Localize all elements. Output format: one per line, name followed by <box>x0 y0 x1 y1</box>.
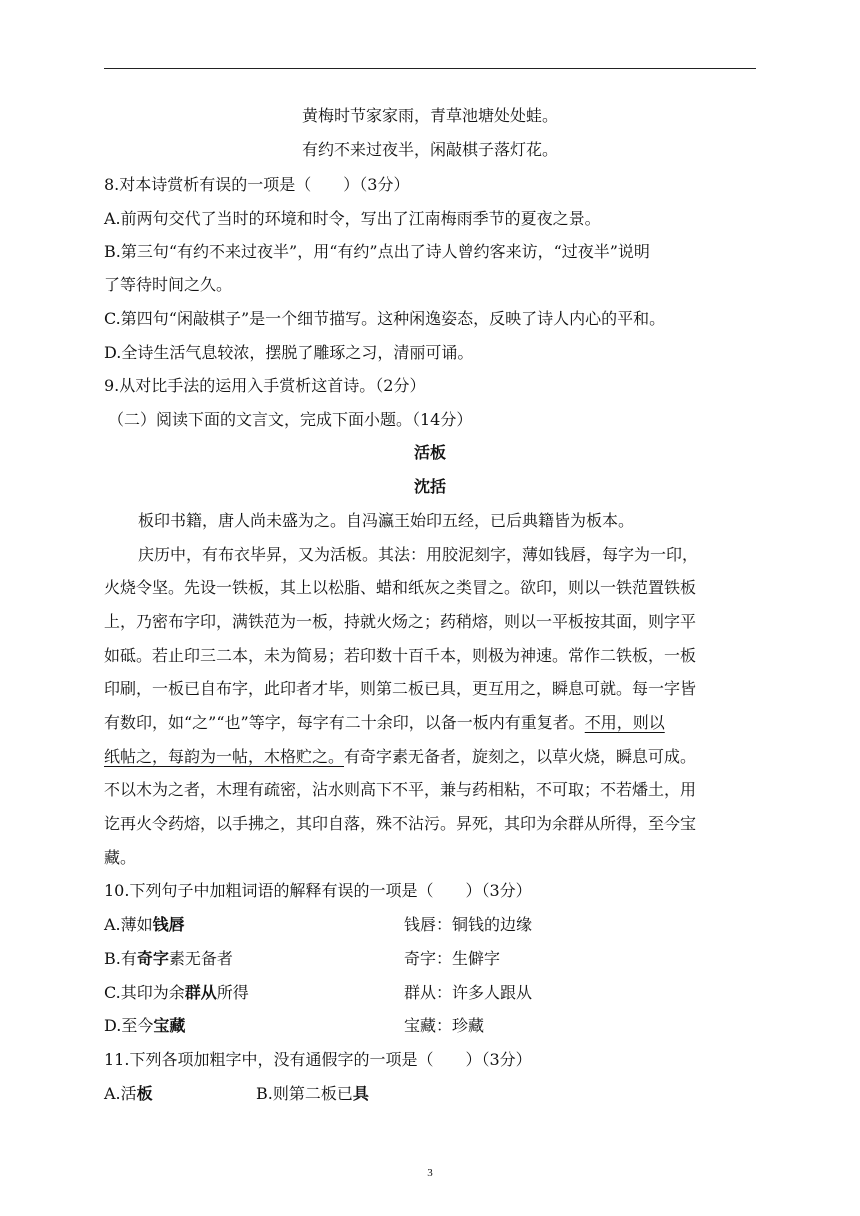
question-10-option-d <box>104 1016 185 1036</box>
section-2-heading: （二）阅读下面的文言文，完成下面小题。（14分） <box>108 410 473 429</box>
question-9: 9.从对比手法的运用入手赏析这首诗。（2分） <box>104 376 426 395</box>
passage-p2-line-10: 藏。 <box>104 848 137 867</box>
option-d-prefix: D.至今 <box>104 1016 154 1035</box>
q11-option-a-bold-char: 板 <box>136 1084 153 1103</box>
passage-p2-line-6 <box>104 713 665 733</box>
passage-title: 活板 <box>413 443 446 462</box>
question-10-option-b-explanation: 奇字：生僻字 <box>404 949 501 968</box>
q11-option-a-prefix: A.活 <box>104 1084 137 1103</box>
option-c-bold-term: 群从 <box>184 983 217 1002</box>
question-10-option-d-explanation: 宝藏：珍藏 <box>404 1016 485 1035</box>
passage-paragraph-1: 板印书籍，唐人尚未盛为之。自冯瀛王始印五经，已后典籍皆为板本。 <box>138 511 635 530</box>
passage-p2-line-7 <box>104 747 696 767</box>
question-11-option-a <box>104 1084 153 1104</box>
option-b-prefix: B.有 <box>104 949 137 968</box>
question-8-stem: 8.对本诗赏析有误的一项是（ ）（3分） <box>104 175 410 194</box>
question-8-option-a: A.前两句交代了当时的环境和时令，写出了江南梅雨季节的夏夜之景。 <box>104 209 601 228</box>
q11-option-b-prefix: B.则第二板已 <box>256 1084 353 1103</box>
option-b-suffix: 素无备者 <box>168 949 233 968</box>
page-number: 3 <box>427 1167 433 1179</box>
question-8-option-b-line2: 了等待时间之久。 <box>104 275 233 294</box>
poem-line-1: 黄梅时节家家雨，青草池塘处处蛙。 <box>301 106 558 125</box>
passage-p2-line-3: 上，乃密布字印，满铁范为一板，持就火炀之；药稍熔，则以一平板按其面，则字平 <box>104 612 697 631</box>
option-c-prefix: C.其印为余 <box>104 983 185 1002</box>
poem-line-2: 有约不来过夜半，闲敲棋子落灯花。 <box>301 140 558 159</box>
passage-p2-line-9: 讫再火令药熔，以手拂之，其印自落，殊不沾污。昇死，其印为余群从所得，至今宝 <box>104 814 697 833</box>
option-a-bold-term: 钱唇 <box>152 915 185 934</box>
question-8-option-d: D.全诗生活气息较浓，摆脱了雕琢之习，清丽可诵。 <box>104 343 474 362</box>
option-c-suffix: 所得 <box>216 983 249 1002</box>
passage-p2-line-5: 印刷，一板已自布字，此印者才毕，则第二板已具，更互用之，瞬息可就。每一字皆 <box>104 679 697 698</box>
question-11-option-b <box>256 1084 369 1104</box>
passage-p2-line-7-text: 有奇字素无备者，旋刻之，以草火烧，瞬息可成。 <box>344 747 697 766</box>
question-10-option-a-explanation: 钱唇：铜钱的边缘 <box>404 915 533 934</box>
header-rule <box>104 68 756 69</box>
question-10-stem: 10.下列句子中加粗词语的解释有误的一项是（ ）（3分） <box>104 881 532 900</box>
question-10-option-c-explanation: 群从：许多人跟从 <box>404 983 533 1002</box>
passage-author: 沈括 <box>413 477 446 496</box>
passage-p2-line-8: 不以木为之者，木理有疏密，沾水则高下不平，兼与药相粘，不可取；不若燔土，用 <box>104 780 697 799</box>
q11-option-b-bold-char: 具 <box>352 1084 369 1103</box>
question-8-option-b-line1: B.第三句“有约不来过夜半”，用“有约”点出了诗人曾约客来访，“过夜半”说明 <box>104 242 650 261</box>
passage-p2-line-2: 火烧令坚。先设一铁板，其上以松脂、蜡和纸灰之类冒之。欲印，则以一铁范置铁板 <box>104 578 697 597</box>
passage-p2-line-1: 庆历中，有布衣毕昇，又为活板。其法：用胶泥刻字，薄如钱唇，每字为一印， <box>138 545 699 564</box>
option-b-bold-term: 奇字 <box>136 949 169 968</box>
question-8-option-c: C.第四句“闲敲棋子”是一个细节描写。这种闲逸姿态，反映了诗人内心的平和。 <box>104 309 666 328</box>
passage-p2-line-4: 如砥。若止印三二本，未为简易；若印数十百千本，则极为神速。常作二铁板，一板 <box>104 646 697 665</box>
question-10-option-b <box>104 949 233 969</box>
underlined-sentence-part-2: 纸帖之，每韵为一帖，木格贮之。 <box>104 747 345 766</box>
option-d-bold-term: 宝藏 <box>153 1016 186 1035</box>
option-a-prefix: A.薄如 <box>104 915 153 934</box>
question-10-option-c <box>104 983 249 1003</box>
question-10-option-a <box>104 915 185 935</box>
passage-p2-line-6-text: 有数印，如“之”“也”等字，每字有二十余印，以备一板内有重复者。 <box>104 713 585 732</box>
question-11-stem: 11.下列各项加粗字中，没有通假字的一项是（ ）（3分） <box>104 1050 532 1069</box>
underlined-sentence-part-1: 不用，则以 <box>584 713 665 732</box>
